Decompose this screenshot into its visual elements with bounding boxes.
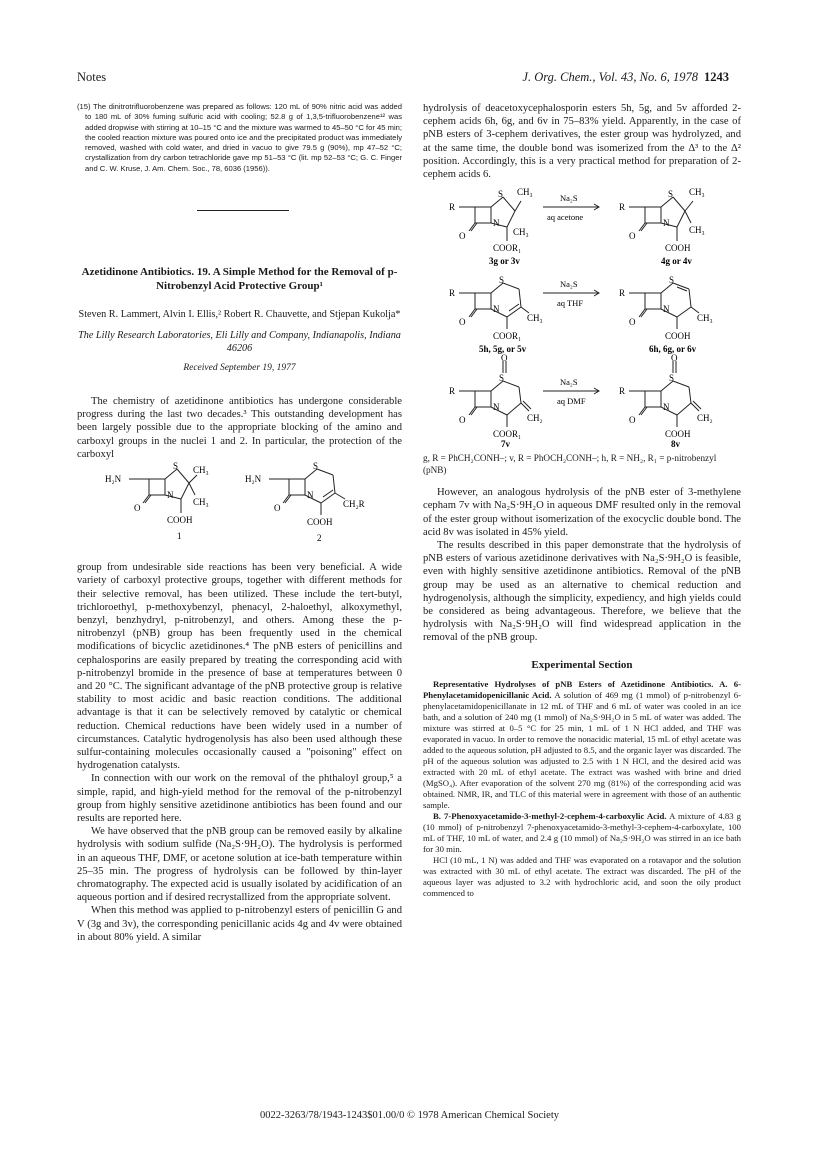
- methylene-cepham-paragraph: However, an analogous hydrolysis of the pNB ester of 3-methylene cepham 7v with Na₂S·9H₂O in aqueous DMF resulted only in the removal of the ester group without isomerization of the exocyclic double bond. The acid 8v was isolated in 45% yield.: [423, 487, 741, 538]
- section-divider: [197, 210, 289, 211]
- s2-carboxyl: COOH: [307, 517, 333, 528]
- r2-left-r: R: [449, 288, 456, 299]
- footnote-15: (15) The dinitrotrifluorobenzene was prepared as follows: 120 mL of 90% nitric acid was added to 180 mL of 30% fuming sulfuric acid with cooling; 52.8 g of 1,3,5-trifluorobenzene¹² was added dropwise with stirring at 10–15 °C and the mixture was warmed to 45–50 °C for 45 min; the cooled reaction mixture was poured onto ice and the precipitated product was immediately removed, washed with cold water, and dried in vacuo to give 79.5 g (90%), mp 47–52 °C; crystallization from dry carbon tetrachloride gave mp 51–53 °C (lit. mp 52–53 °C; G. C. Finger and C. W. Kruse, J. Am. Chem. Soc., 78, 6036 (1956)).: [77, 102, 402, 173]
- r2-left-n: N: [493, 304, 500, 315]
- s2-number: 2: [317, 533, 322, 544]
- r1-left-coor: COOR₁: [493, 243, 522, 254]
- running-header-section: Notes: [77, 70, 107, 84]
- r3-reagent-top: Na₂S: [560, 377, 578, 388]
- article-authors: Steven R. Lammert, Alvin I. Ellis,² Robert R. Chauvette, and Stjepan Kukolja*: [78, 309, 401, 321]
- r2-left-label: 5h, 5g, or 5v: [479, 344, 527, 355]
- r3-right-s: S: [669, 373, 675, 384]
- r2-right-o: O: [629, 317, 636, 328]
- r1-left-r: R: [449, 202, 456, 213]
- r1-left-o: O: [459, 231, 466, 242]
- r2-reagent-top: Na₂S: [560, 279, 578, 290]
- conclusion-paragraph: The results described in this paper demonstrate that the hydrolysis of pNB esters of various azetidinone derivatives with Na₂S·9H₂O is feasible, even with highly sensitive azetidinone antibiotics. Removal of the pNB group may be used as an alternative to chemical reduction and hydrogenolysis, although the simplicity, expediency, and high yields could be considered as being advantageous. Therefore, we believe that the hydrolysis with Na₂S·9H₂O will find widespread application in the removal of the pNB group.: [423, 540, 741, 644]
- r3-left-oxide: O: [501, 353, 508, 364]
- r1-left-label: 3g or 3v: [489, 256, 520, 267]
- article-title: Azetidinone Antibiotics. 19. A Simple Method for the Removal of p-Nitrobenzyl Acid Protective Group¹: [81, 266, 398, 293]
- structures-1-and-2: [77, 461, 402, 561]
- r1-right-ch3b: CH₃: [689, 225, 705, 236]
- r1-right-n: N: [663, 218, 670, 229]
- r3-left-coor: COOR₁: [493, 429, 522, 440]
- r2-right-r: R: [619, 288, 626, 299]
- r1-right-label: 4g or 4v: [661, 256, 692, 267]
- experimental-b: [423, 811, 741, 855]
- scheme-legend: g, R = PhCH₂CONH–; v, R = PhOCH₂CONH–; h, R = NH₂, R₁ = p-nitrobenzyl (pNB): [423, 453, 717, 475]
- r3-right-label: 8v: [671, 439, 680, 448]
- left-column: [77, 102, 402, 944]
- r3-left-label: 7v: [501, 439, 510, 448]
- r1-right-o: O: [629, 231, 636, 242]
- protective-groups-paragraph: group from undesirable side reactions has been very beneficial. A wide variety of carboxyl protective groups, together with different methods for their selective removal, has been utilized. These include the tert-butyl, trichloroethyl, p-methoxybenzyl, phenacyl, 2-haloethyl, alkoxymethyl, benzyl, benzhydryl, p-nitrobenzyl, and others. Among these the p-nitrobenzyl (pNB) group has been frequently used in the chemical modifications of bicyclic azetidinones.⁴ The pNB esters of penicillins and cephalosporins are easily prepared by treating the corresponding acid with p-nitrobenzyl bromide in the presence of base at temperatures between 0 and 20 °C. The significant advantage of the pNB protective group is relative stability to most acidic and basic reaction conditions. The additional advantage is that it can be selectively removed by catalytic or chemical reduction. Chemical reductions have been widely used in a number of circumstances. Catalytic hydrogenolysis has also been used although these sulfur-containing molecules occasionally caused a "poisoning" effect on hydrogenation catalysts.: [77, 562, 402, 772]
- r3-left-n: N: [493, 402, 500, 413]
- experimental-a-heading: Representative Hydrolyses of pNB Esters of Azetidinone Antibiotics. A. 6-Phenylacetamidopenicillanic Acid.: [423, 678, 741, 700]
- r3-left-ch2: CH₂: [527, 413, 543, 424]
- s1-number: 1: [177, 531, 182, 542]
- journal-citation: J. Org. Chem., Vol. 43, No. 6, 1978: [522, 70, 698, 84]
- r3-left-o: O: [459, 415, 466, 426]
- cephem-paragraph: hydrolysis of deacetoxycephalosporin esters 5h, 5g, and 5v afforded 2-cephem acids 6h, 6g, and 6v in 75–83% yield. Apparently, in the case of pNB esters of 3-cephem derivatives, the ester group was hydrolyzed, and at the same time, the double bond was isomerized from the Δ³ to the Δ² position. Accordingly, this is a very practical method for preparation of 2-cephem acids 6.: [423, 103, 741, 181]
- intro-paragraph: The chemistry of azetidinone antibiotics has undergone considerable progress during the last two decades.³ This outstanding development has been largely possible due to the appropriate blocking of the amino and carboxyl groups in the nuclei 1 and 2. In particular, the protection of the carboxyl: [77, 396, 402, 460]
- connection-paragraph: In connection with our work on the removal of the phthaloyl group,⁵ a simple, rapid, and high-yield method for the removal of the p-nitrobenzyl group from highly sensitive azetidinone antibiotics has been found and our results are reported here.: [77, 773, 402, 824]
- r1-left-ch3b: CH₃: [513, 227, 529, 238]
- r1-left-s: S: [498, 189, 504, 200]
- r3-right-o: O: [629, 415, 636, 426]
- r2-right-n: N: [663, 304, 670, 315]
- r3-right-ch2: CH₂: [697, 413, 713, 424]
- r1-left-n: N: [493, 218, 500, 229]
- r3-right-r: R: [619, 386, 626, 397]
- s1-methyl-a: CH₃: [193, 465, 209, 476]
- s2-oxygen: O: [274, 503, 281, 514]
- s2-sulfur: S: [313, 461, 319, 472]
- r1-right-cooh: COOH: [665, 243, 691, 254]
- experimental-a-text: A solution of 469 mg (1 mmol) of p-nitrobenzyl 6-phenylacetamidopenicillanate in 12 mL of THF and 6 mL of water was cooled in an ice bath, and a solution of 240 mg (1 mmol) of Na₂S·9H₂O in 5 mL of water was added. The mixture was stirred at 0–5 °C for 25 min, 1 mL of 1 N HCl added, and THF was evaporated in vacuo. In order to remove the nonacidic material, 15 mL of ethyl acetate was added to the aqueous solution, pH adjusted to 8.5, and the organic layer was discarded. The pH of the aqueous solution was adjusted to 2.5 with 1 N HCl, and the desired acid was extracted with 20 mL of ethyl acetate. The extract was washed with brine and dried (MgSO₄). After evaporation of the solvent 270 mg (81%) of the corresponding acid was obtained. NMR, IR, and TLC of this material were in agreement with those of an authentic sample.: [423, 689, 741, 810]
- r3-right-cooh: COOH: [665, 429, 691, 440]
- running-header-journal: [522, 70, 729, 85]
- page-number: 1243: [704, 70, 729, 84]
- experimental-a: [423, 679, 741, 811]
- experimental-b-continued: HCl (10 mL, 1 N) was added and THF was evaporated on a rotavapor and the solution was extracted with 30 mL of ethyl acetate. The extract was discarded. The pH of the aqueous layer was adjusted to 3.2 with hydrochloric acid, and soon the oily product commenced to: [423, 854, 741, 898]
- observation-paragraph: We have observed that the pNB group can be removed easily by alkaline hydrolysis with sodium sulfide (Na₂S·9H₂O). The hydrolysis is performed in an aqueous THF, DMF, or acetone solution at ice-bath temperature within 25–35 min. The progress of hydrolysis can be followed by thin-layer chromatography. The expected acid is usually isolated by acidification of an aqueous portion and if desired recrystallized from the appropriate solvent.: [77, 826, 402, 904]
- penicillin-paragraph: When this method was applied to p-nitrobenzyl esters of penicillin G and V (3g and 3v), the corresponding penicillanic acids 4g and 4v were obtained in about 80% yield. A similar: [77, 905, 402, 943]
- s1-nitrogen: N: [167, 490, 174, 501]
- s2-amine: H₂N: [245, 474, 262, 485]
- r2-right-ch3: CH₃: [697, 313, 713, 324]
- s1-amine: H₂N: [105, 474, 122, 485]
- r2-left-o: O: [459, 317, 466, 328]
- r2-reagent-bottom: aq THF: [557, 298, 584, 309]
- s1-carboxyl: COOH: [167, 515, 193, 526]
- experimental-b-heading: B. 7-Phenoxyacetamido-3-methyl-2-cephem-4-carboxylic Acid.: [433, 810, 667, 821]
- r1-reagent-bottom: aq acetone: [547, 212, 584, 223]
- s1-oxygen: O: [134, 503, 141, 514]
- s1-sulfur: S: [173, 461, 179, 472]
- r2-right-s: S: [669, 275, 675, 286]
- s2-ch2r: CH₂R: [343, 499, 365, 510]
- r3-right-n: N: [663, 402, 670, 413]
- r3-reagent-bottom: aq DMF: [557, 396, 586, 407]
- r2-left-s: S: [499, 275, 505, 286]
- r3-left-r: R: [449, 386, 456, 397]
- r1-left-ch3: CH₃: [517, 187, 533, 198]
- experimental-b-text: A mixture of 4.83 g (10 mmol) of p-nitrobenzyl 7-phenoxyacetamido-3-methyl-3-cephem-4-carboxylate, 100 mL of THF, 10 mL of water, and 2.4 g (10 mmol) of Na₂S·9H₂O was stirred in an ice bath for 30 min.: [423, 810, 741, 854]
- r1-right-r: R: [619, 202, 626, 213]
- r1-right-ch3: CH₃: [689, 187, 705, 198]
- received-date: Received September 19, 1977: [183, 363, 296, 374]
- r2-right-cooh: COOH: [665, 331, 691, 342]
- r2-right-label: 6h, 6g, or 6v: [649, 344, 697, 355]
- s2-nitrogen: N: [307, 490, 314, 501]
- article-affiliation: The Lilly Research Laboratories, Eli Lilly and Company, Indianapolis, Indiana 46206: [78, 330, 401, 355]
- right-column: [423, 102, 741, 899]
- r3-right-oxide: O: [671, 353, 678, 364]
- r1-right-s: S: [668, 189, 674, 200]
- page-footer: 0022-3263/78/1943-1243$01.00/0 © 1978 American Chemical Society: [259, 1110, 560, 1121]
- r2-left-coor: COOR₁: [493, 331, 522, 342]
- reaction-schemes: [423, 181, 741, 447]
- experimental-heading: Experimental Section: [531, 658, 633, 671]
- r2-left-ch3: CH₃: [527, 313, 543, 324]
- r1-reagent-top: Na₂S: [560, 193, 578, 204]
- r3-left-s: S: [499, 373, 505, 384]
- s1-methyl-b: CH₃: [193, 497, 209, 508]
